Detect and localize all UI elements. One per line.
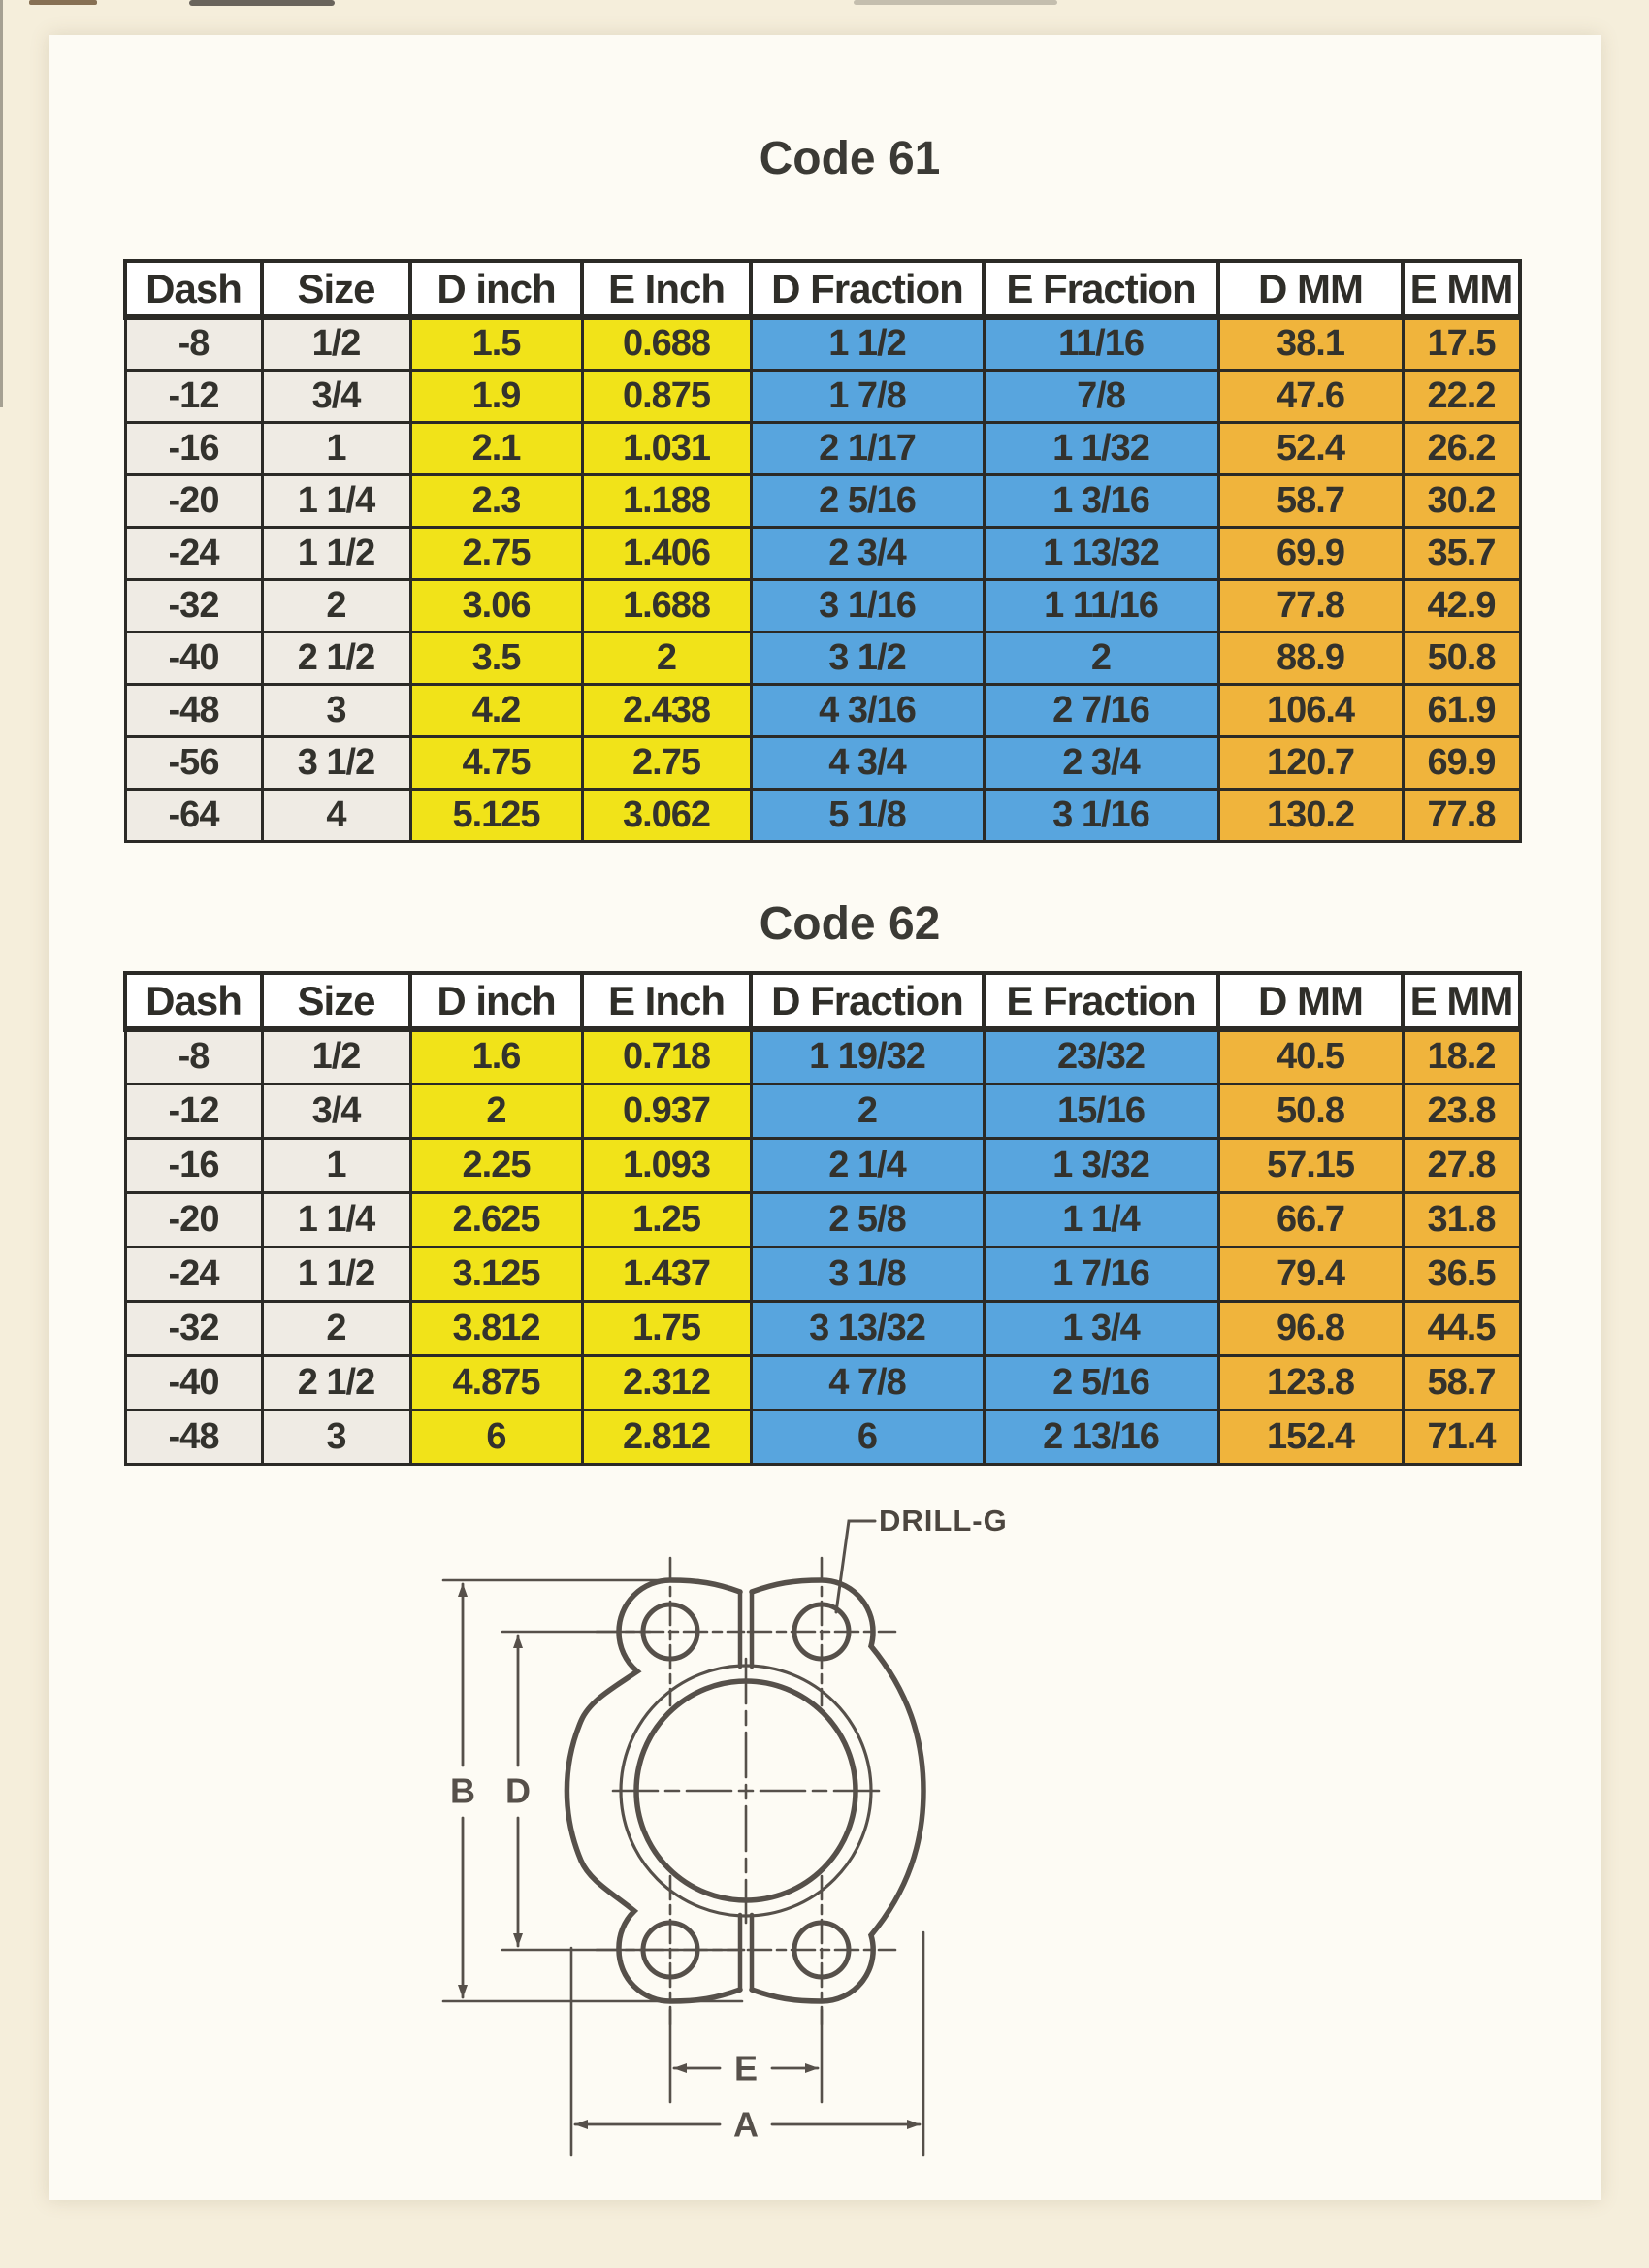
table-cell: 2 5/16 bbox=[984, 1355, 1218, 1409]
table-cell: 1 1/4 bbox=[984, 1192, 1218, 1247]
table-cell: 5 1/8 bbox=[751, 789, 984, 841]
table-cell: 2 3/4 bbox=[751, 527, 984, 579]
flange-diagram bbox=[359, 1494, 1077, 2192]
dimension-b-label: B bbox=[450, 1770, 475, 1811]
table-cell: 2 bbox=[751, 1084, 984, 1138]
table-cell: 23.8 bbox=[1403, 1084, 1520, 1138]
table-cell: 1 7/8 bbox=[751, 370, 984, 422]
table-cell: 0.875 bbox=[582, 370, 751, 422]
table-cell: 2 bbox=[410, 1084, 582, 1138]
table-cell: -48 bbox=[125, 684, 262, 736]
table-cell: 1 19/32 bbox=[751, 1029, 984, 1084]
table-cell: 88.9 bbox=[1218, 632, 1403, 684]
table-cell: 40.5 bbox=[1218, 1029, 1403, 1084]
dimension-d-label: D bbox=[505, 1770, 531, 1811]
code-62-table bbox=[123, 971, 1518, 1466]
table-cell: 3.125 bbox=[410, 1247, 582, 1301]
table-cell: 26.2 bbox=[1403, 422, 1520, 474]
table-cell: 0.937 bbox=[582, 1084, 751, 1138]
table-row bbox=[125, 422, 1520, 474]
column-header: Dash bbox=[125, 973, 262, 1029]
dimension-e-label: E bbox=[733, 2048, 759, 2089]
table-cell: 61.9 bbox=[1403, 684, 1520, 736]
table-cell: 2 bbox=[262, 579, 410, 632]
table-cell: 2.625 bbox=[410, 1192, 582, 1247]
table-row bbox=[125, 1138, 1520, 1192]
table-cell: -32 bbox=[125, 579, 262, 632]
scan-artifact bbox=[189, 0, 335, 6]
table-cell: 2.75 bbox=[410, 527, 582, 579]
table-cell: 38.1 bbox=[1218, 317, 1403, 370]
table-cell: 2 1/2 bbox=[262, 632, 410, 684]
table-cell: 2.1 bbox=[410, 422, 582, 474]
column-header: Size bbox=[262, 973, 410, 1029]
bore-centerlines bbox=[613, 1659, 879, 1923]
dimension-lines bbox=[463, 1584, 920, 2124]
table-cell: 1 bbox=[262, 422, 410, 474]
table-cell: 2 13/16 bbox=[984, 1409, 1218, 1464]
table-row bbox=[125, 579, 1520, 632]
column-header: Dash bbox=[125, 261, 262, 317]
table-row bbox=[125, 684, 1520, 736]
table-cell: 31.8 bbox=[1403, 1192, 1520, 1247]
table-cell: 4.2 bbox=[410, 684, 582, 736]
dimension-a-label: A bbox=[733, 2104, 759, 2145]
table-cell: 27.8 bbox=[1403, 1138, 1520, 1192]
table-cell: 52.4 bbox=[1218, 422, 1403, 474]
column-header: D Fraction bbox=[751, 261, 984, 317]
table-cell: 3.06 bbox=[410, 579, 582, 632]
table-cell: 22.2 bbox=[1403, 370, 1520, 422]
table-cell: -16 bbox=[125, 1138, 262, 1192]
table-cell: 23/32 bbox=[984, 1029, 1218, 1084]
table-cell: 3 13/32 bbox=[751, 1301, 984, 1355]
column-header: E Inch bbox=[582, 261, 751, 317]
table-cell: 2 bbox=[262, 1301, 410, 1355]
table-cell: -20 bbox=[125, 1192, 262, 1247]
table-title-code-61: Code 61 bbox=[759, 133, 941, 184]
table-cell: -40 bbox=[125, 632, 262, 684]
table-cell: 3/4 bbox=[262, 370, 410, 422]
code-61-table bbox=[123, 259, 1518, 843]
table-cell: 120.7 bbox=[1218, 736, 1403, 789]
table-cell: 2.812 bbox=[582, 1409, 751, 1464]
table-row bbox=[125, 474, 1520, 527]
table-cell: 15/16 bbox=[984, 1084, 1218, 1138]
table-cell: 58.7 bbox=[1218, 474, 1403, 527]
table-cell: 4 bbox=[262, 789, 410, 841]
table-cell: 3.062 bbox=[582, 789, 751, 841]
table-cell: 130.2 bbox=[1218, 789, 1403, 841]
table-cell: 1 bbox=[262, 1138, 410, 1192]
table-cell: 50.8 bbox=[1403, 632, 1520, 684]
table-cell: 6 bbox=[410, 1409, 582, 1464]
table-cell: 77.8 bbox=[1403, 789, 1520, 841]
table-cell: 2.312 bbox=[582, 1355, 751, 1409]
table-row bbox=[125, 317, 1520, 370]
table-cell: 2.75 bbox=[582, 736, 751, 789]
dimension-table bbox=[123, 259, 1522, 843]
table-row bbox=[125, 1029, 1520, 1084]
column-header: Size bbox=[262, 261, 410, 317]
table-cell: 1 1/4 bbox=[262, 1192, 410, 1247]
table-cell: 69.9 bbox=[1218, 527, 1403, 579]
table-cell: 1 1/2 bbox=[262, 527, 410, 579]
table-cell: -40 bbox=[125, 1355, 262, 1409]
table-cell: 18.2 bbox=[1403, 1029, 1520, 1084]
table-cell: 1.437 bbox=[582, 1247, 751, 1301]
table-cell: 4 3/4 bbox=[751, 736, 984, 789]
table-cell: 0.688 bbox=[582, 317, 751, 370]
table-cell: 123.8 bbox=[1218, 1355, 1403, 1409]
table-cell: 17.5 bbox=[1403, 317, 1520, 370]
table-cell: 66.7 bbox=[1218, 1192, 1403, 1247]
column-header: D inch bbox=[410, 973, 582, 1029]
table-cell: 3 bbox=[262, 684, 410, 736]
table-cell: 3 1/8 bbox=[751, 1247, 984, 1301]
table-cell: 6 bbox=[751, 1409, 984, 1464]
table-cell: 3 1/2 bbox=[262, 736, 410, 789]
table-cell: 1.5 bbox=[410, 317, 582, 370]
table-cell: 1 11/16 bbox=[984, 579, 1218, 632]
table-cell: -12 bbox=[125, 370, 262, 422]
table-cell: 1 3/16 bbox=[984, 474, 1218, 527]
scan-artifact bbox=[0, 0, 3, 407]
table-cell: 2.438 bbox=[582, 684, 751, 736]
table-row bbox=[125, 1355, 1520, 1409]
table-row bbox=[125, 1301, 1520, 1355]
table-cell: 1.188 bbox=[582, 474, 751, 527]
table-cell: 2.25 bbox=[410, 1138, 582, 1192]
table-cell: -24 bbox=[125, 1247, 262, 1301]
table-cell: 4.875 bbox=[410, 1355, 582, 1409]
table-cell: 3.812 bbox=[410, 1301, 582, 1355]
table-row bbox=[125, 370, 1520, 422]
column-header: E Inch bbox=[582, 973, 751, 1029]
table-cell: 4 7/8 bbox=[751, 1355, 984, 1409]
table-row bbox=[125, 1084, 1520, 1138]
drill-leader-line bbox=[836, 1521, 875, 1612]
table-cell: 44.5 bbox=[1403, 1301, 1520, 1355]
table-cell: -64 bbox=[125, 789, 262, 841]
column-header: E Fraction bbox=[984, 973, 1218, 1029]
table-cell: 4.75 bbox=[410, 736, 582, 789]
column-header: D inch bbox=[410, 261, 582, 317]
table-row bbox=[125, 1409, 1520, 1464]
dimension-table bbox=[123, 971, 1522, 1466]
table-cell: 79.4 bbox=[1218, 1247, 1403, 1301]
column-header: D MM bbox=[1218, 261, 1403, 317]
table-cell: 36.5 bbox=[1403, 1247, 1520, 1301]
table-cell: 50.8 bbox=[1218, 1084, 1403, 1138]
table-cell: 2 1/4 bbox=[751, 1138, 984, 1192]
table-cell: 2.3 bbox=[410, 474, 582, 527]
table-row bbox=[125, 1247, 1520, 1301]
table-cell: 3.5 bbox=[410, 632, 582, 684]
table-cell: 1 3/32 bbox=[984, 1138, 1218, 1192]
table-cell: 2 5/8 bbox=[751, 1192, 984, 1247]
column-header: D Fraction bbox=[751, 973, 984, 1029]
table-cell: 35.7 bbox=[1403, 527, 1520, 579]
table-cell: 1.688 bbox=[582, 579, 751, 632]
table-cell: 1.093 bbox=[582, 1138, 751, 1192]
table-cell: 2 bbox=[582, 632, 751, 684]
table-cell: 106.4 bbox=[1218, 684, 1403, 736]
table-row bbox=[125, 527, 1520, 579]
table-cell: 5.125 bbox=[410, 789, 582, 841]
table-cell: 1 1/32 bbox=[984, 422, 1218, 474]
table-cell: -16 bbox=[125, 422, 262, 474]
table-cell: -56 bbox=[125, 736, 262, 789]
table-cell: 2 7/16 bbox=[984, 684, 1218, 736]
table-cell: 1.031 bbox=[582, 422, 751, 474]
table-cell: 1 3/4 bbox=[984, 1301, 1218, 1355]
table-cell: -8 bbox=[125, 317, 262, 370]
table-cell: 1 7/16 bbox=[984, 1247, 1218, 1301]
table-cell: -24 bbox=[125, 527, 262, 579]
table-cell: -8 bbox=[125, 1029, 262, 1084]
table-cell: 1/2 bbox=[262, 317, 410, 370]
table-title-code-62: Code 62 bbox=[759, 898, 941, 950]
table-cell: 3 1/2 bbox=[751, 632, 984, 684]
table-cell: 7/8 bbox=[984, 370, 1218, 422]
table-cell: 1 13/32 bbox=[984, 527, 1218, 579]
table-cell: 1 1/2 bbox=[262, 1247, 410, 1301]
table-cell: 77.8 bbox=[1218, 579, 1403, 632]
table-cell: -32 bbox=[125, 1301, 262, 1355]
table-cell: 1/2 bbox=[262, 1029, 410, 1084]
table-cell: 1.75 bbox=[582, 1301, 751, 1355]
table-cell: 96.8 bbox=[1218, 1301, 1403, 1355]
table-cell: 11/16 bbox=[984, 317, 1218, 370]
table-cell: 47.6 bbox=[1218, 370, 1403, 422]
column-header: E MM bbox=[1403, 973, 1520, 1029]
table-cell: 2 1/2 bbox=[262, 1355, 410, 1409]
column-header: E MM bbox=[1403, 261, 1520, 317]
table-cell: -20 bbox=[125, 474, 262, 527]
table-cell: 1 1/4 bbox=[262, 474, 410, 527]
table-row bbox=[125, 789, 1520, 841]
table-cell: 1.406 bbox=[582, 527, 751, 579]
table-cell: 69.9 bbox=[1403, 736, 1520, 789]
table-cell: 71.4 bbox=[1403, 1409, 1520, 1464]
table-cell: 3 bbox=[262, 1409, 410, 1464]
scan-artifact bbox=[854, 0, 1057, 5]
table-row bbox=[125, 736, 1520, 789]
column-header: E Fraction bbox=[984, 261, 1218, 317]
table-cell: 57.15 bbox=[1218, 1138, 1403, 1192]
table-row bbox=[125, 1192, 1520, 1247]
table-cell: 1 1/2 bbox=[751, 317, 984, 370]
column-header: D MM bbox=[1218, 973, 1403, 1029]
table-cell: 3/4 bbox=[262, 1084, 410, 1138]
table-cell: -48 bbox=[125, 1409, 262, 1464]
table-cell: -12 bbox=[125, 1084, 262, 1138]
table-cell: 4 3/16 bbox=[751, 684, 984, 736]
table-cell: 1.6 bbox=[410, 1029, 582, 1084]
drill-g-label: DRILL-G bbox=[879, 1504, 1008, 1538]
table-cell: 30.2 bbox=[1403, 474, 1520, 527]
table-cell: 2 bbox=[984, 632, 1218, 684]
table-cell: 3 1/16 bbox=[751, 579, 984, 632]
table-cell: 1.25 bbox=[582, 1192, 751, 1247]
table-cell: 0.718 bbox=[582, 1029, 751, 1084]
table-cell: 152.4 bbox=[1218, 1409, 1403, 1464]
table-cell: 1.9 bbox=[410, 370, 582, 422]
table-cell: 2 1/17 bbox=[751, 422, 984, 474]
table-row bbox=[125, 632, 1520, 684]
table-cell: 42.9 bbox=[1403, 579, 1520, 632]
table-cell: 2 5/16 bbox=[751, 474, 984, 527]
table-cell: 58.7 bbox=[1403, 1355, 1520, 1409]
table-cell: 2 3/4 bbox=[984, 736, 1218, 789]
scan-artifact bbox=[29, 0, 97, 5]
table-cell: 3 1/16 bbox=[984, 789, 1218, 841]
